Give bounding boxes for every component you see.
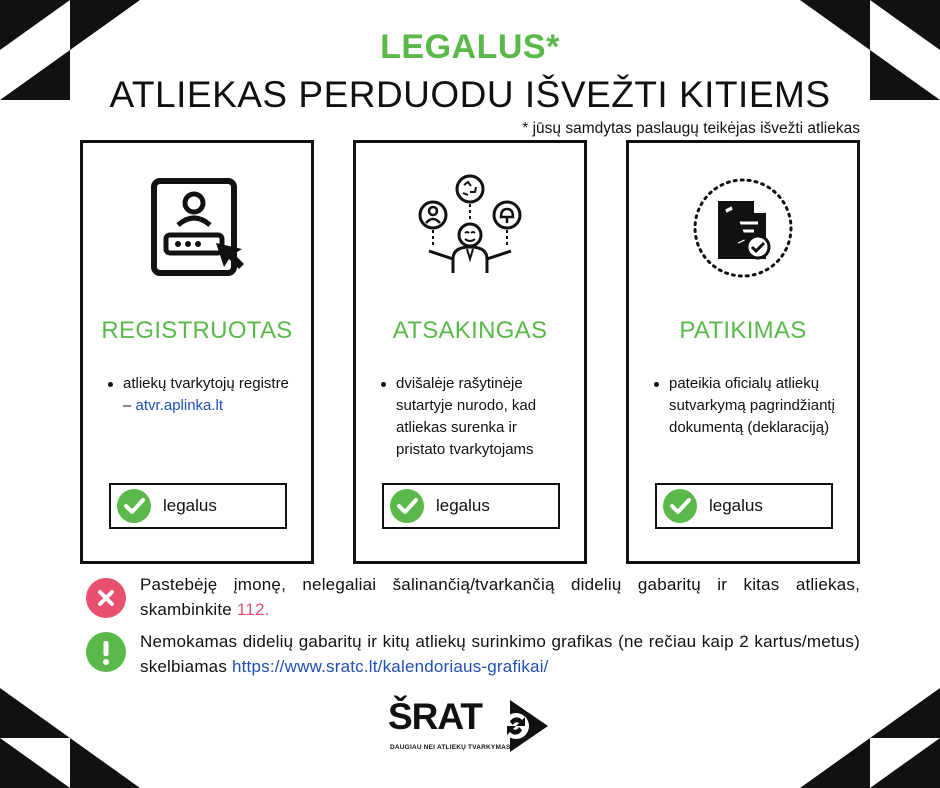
card-heading: REGISTRUOTAS: [101, 317, 293, 344]
corner-decoration-bottom-right: [800, 688, 940, 788]
responsible-person-icon: [415, 173, 525, 283]
legal-badge: [655, 483, 833, 529]
list-item: atliekų tvarkytojų registre – atvr.aplinka.lt: [123, 373, 297, 417]
badge-label: legalus: [163, 496, 217, 515]
registration-card-icon: [142, 173, 252, 283]
exclamation-icon: [86, 632, 126, 672]
card-registered: [80, 140, 314, 564]
list-item: dvišalėje rašytinėje sutartyje nurodo, kad atliekas surenka ir pristato tvarkytojams: [396, 373, 570, 461]
subtitle-footnote: * jūsų samdytas paslaugų teikėjas išvežti atliekas: [522, 120, 860, 137]
title-legalus: LEGALUS*: [380, 28, 560, 66]
card-reliable: [626, 140, 860, 564]
logo-name: ŠRAT: [388, 696, 482, 737]
check-icon: [117, 489, 151, 523]
legal-badge: [109, 483, 287, 529]
corner-decoration-bottom-left: [0, 688, 140, 788]
card-responsible: [353, 140, 587, 564]
sratc-logo: [388, 696, 553, 760]
card-heading: ATSAKINGAS: [392, 317, 548, 344]
logo-tagline: DAUGIAU NEI ATLIEKŲ TVARKYMAS: [390, 744, 511, 751]
check-icon: [390, 489, 424, 523]
error-x-icon: [86, 578, 126, 618]
warning-notice: Pastebėję įmonę, nelegaliai šalinančią/tvarkančią didelių gabaritų ir kitas atliekas, skambinkite 112.: [140, 575, 860, 619]
legal-badge: [382, 483, 560, 529]
page-title: ATLIEKAS PERDUODU IŠVEŽTI KITIEMS: [109, 74, 831, 115]
badge-label: legalus: [709, 496, 763, 515]
list-item: pateikia oficialų atliekų sutvarkymą pagrindžiantį dokumentą (deklaraciją): [669, 373, 843, 439]
document-check-icon: [688, 173, 798, 283]
check-icon: [663, 489, 697, 523]
badge-label: legalus: [436, 496, 490, 515]
card-list: [396, 373, 570, 461]
card-list: [669, 373, 843, 439]
card-list: [123, 373, 297, 417]
emergency-phone[interactable]: 112.: [236, 600, 270, 619]
card-heading: PATIKIMAS: [679, 317, 807, 344]
calendar-link[interactable]: https://www.sratc.lt/kalendoriaus-grafikai/: [231, 657, 549, 676]
info-notice: Nemokamas didelių gabaritų ir kitų atliekų surinkimo grafikas (ne rečiau kaip 2 kartus/metus) skelbiamas https://www.sratc.lt/kalendoriaus-grafikai/: [140, 632, 860, 676]
registry-link[interactable]: atvr.aplinka.lt: [135, 397, 224, 414]
